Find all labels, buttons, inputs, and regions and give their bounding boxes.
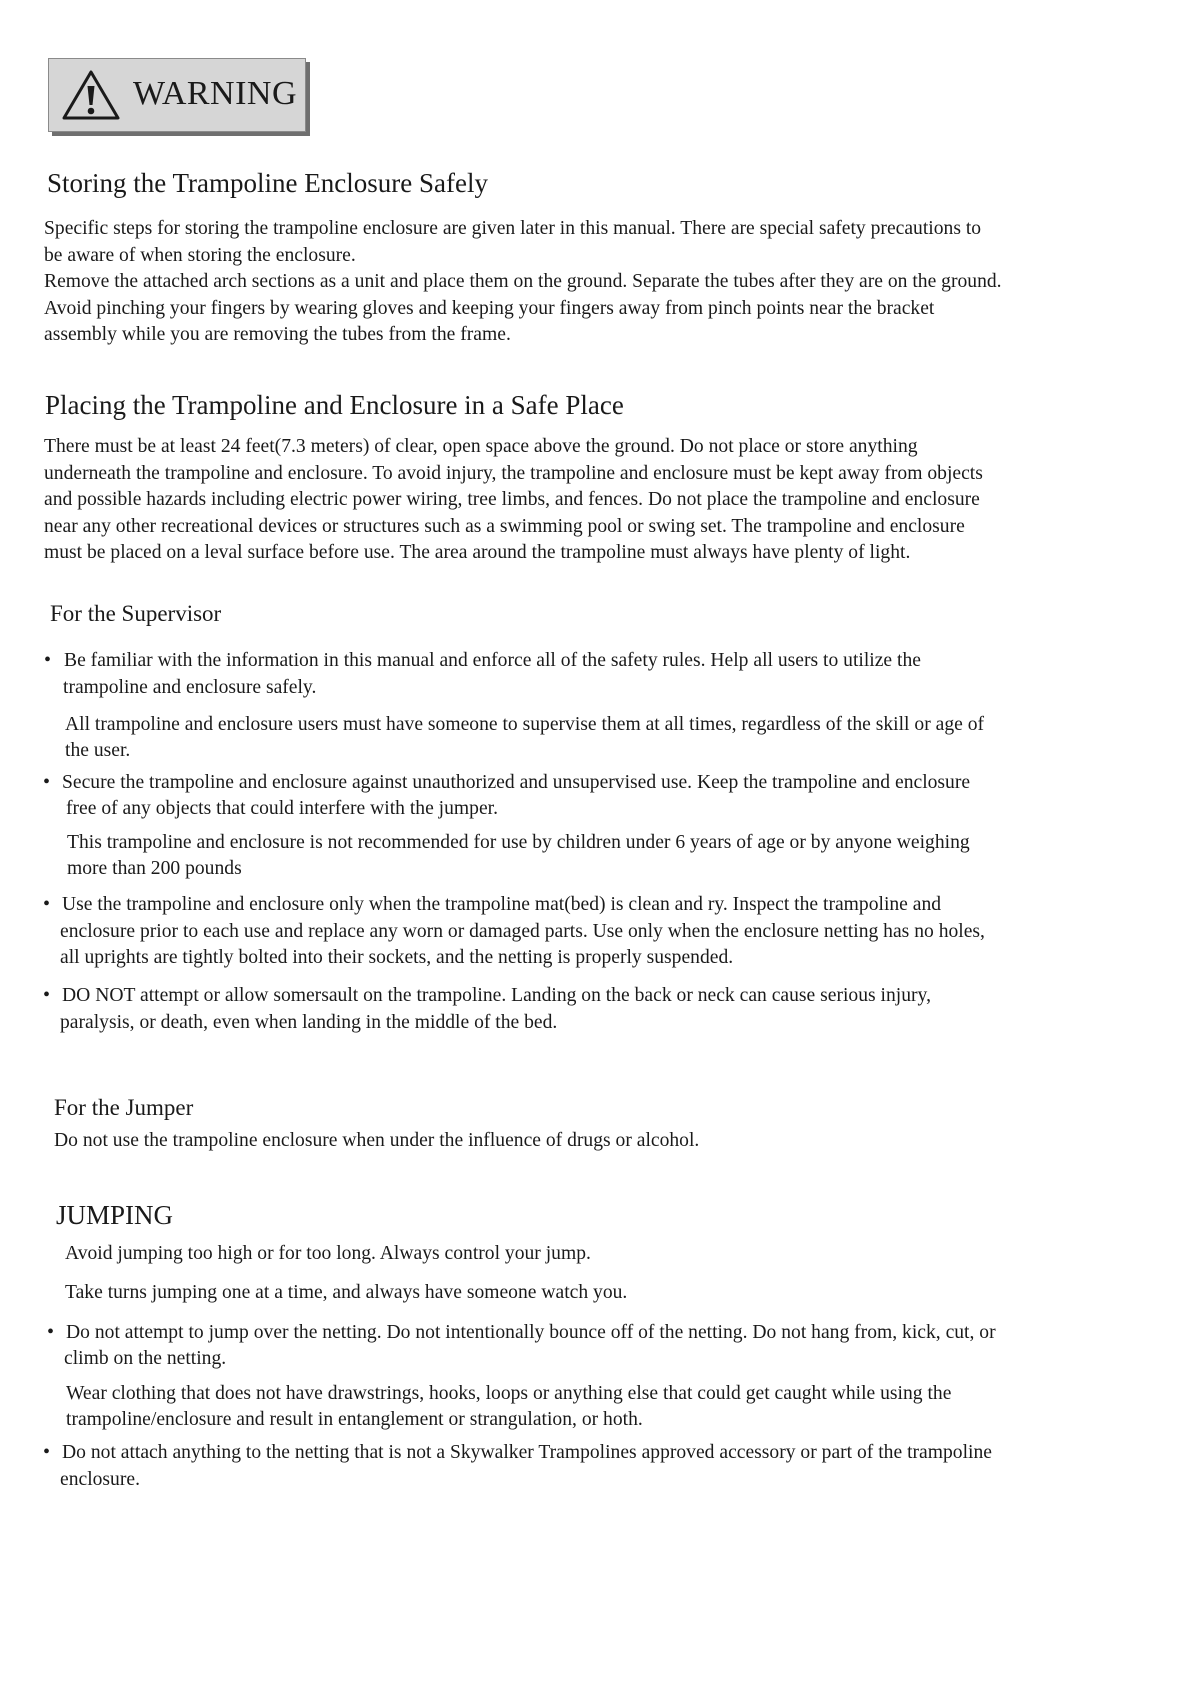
warning-triangle-icon <box>61 69 121 121</box>
supervisor-p2-line-2: more than 200 pounds <box>67 858 242 879</box>
jumping-b2-line-1: Do not attach anything to the netting that is not a Skywalker Trampolines approved accessory or part of the trampoline <box>62 1442 992 1463</box>
supervisor-b4-line-1: DO NOT attempt or allow somersault on the trampoline. Landing on the back or neck can cause serious injury, <box>62 985 931 1006</box>
warning-label: WARNING <box>133 75 298 112</box>
jumping-p3-line-1: Wear clothing that does not have drawstrings, hooks, loops or anything else that could get caught while using the <box>66 1383 952 1404</box>
jumping-b2-line-2: enclosure. <box>60 1469 140 1490</box>
storing-line-2: be aware of when storing the enclosure. <box>44 245 356 266</box>
jumper-text: Do not use the trampoline enclosure when under the influence of drugs or alcohol. <box>54 1130 700 1151</box>
storing-heading: Storing the Trampoline Enclosure Safely <box>47 168 488 198</box>
bullet-marker: • <box>44 649 52 671</box>
storing-line-1: Specific steps for storing the trampoline enclosure are given later in this manual. There are special safety precautions to <box>44 218 982 239</box>
bullet-marker: • <box>43 1441 51 1463</box>
bullet-marker: • <box>43 984 51 1006</box>
jumping-heading: JUMPING <box>56 1200 174 1230</box>
storing-line-3: Remove the attached arch sections as a unit and place them on the ground. Separate the tubes after they are on the ground. <box>44 271 1002 292</box>
placing-line-1: There must be at least 24 feet(7.3 meters) of clear, open space above the ground. Do not place or store anything <box>44 436 918 457</box>
jumping-p1: Avoid jumping too high or for too long. Always control your jump. <box>65 1243 591 1264</box>
bullet-marker: • <box>47 1321 55 1343</box>
jumper-heading: For the Jumper <box>54 1095 194 1120</box>
supervisor-b3-line-2: enclosure prior to each use and replace any worn or damaged parts. Use only when the enclosure netting has no holes, <box>60 921 985 942</box>
bullet-marker: • <box>43 893 51 915</box>
jumping-b1-line-2: climb on the netting. <box>64 1348 227 1369</box>
supervisor-b2-line-1: Secure the trampoline and enclosure against unauthorized and unsupervised use. Keep the trampoline and enclosure <box>62 772 971 793</box>
supervisor-b1-line-2: trampoline and enclosure safely. <box>63 677 317 698</box>
placing-line-4: near any other recreational devices or structures such as a swimming pool or swing set. The trampoline and enclosure <box>44 516 965 537</box>
placing-line-5: must be placed on a leval surface before use. The area around the trampoline must always have plenty of light. <box>44 542 911 563</box>
supervisor-p1-line-1: All trampoline and enclosure users must have someone to supervise them at all times, regardless of the skill or age of <box>65 714 985 735</box>
supervisor-heading: For the Supervisor <box>50 601 222 626</box>
warning-banner <box>48 58 306 132</box>
supervisor-b2-line-2: free of any objects that could interfere with the jumper. <box>66 798 498 819</box>
supervisor-p1-line-2: the user. <box>65 740 131 761</box>
supervisor-b3-line-1: Use the trampoline and enclosure only when the trampoline mat(bed) is clean and ry. Inspect the trampoline and <box>62 894 942 915</box>
jumping-p2: Take turns jumping one at a time, and always have someone watch you. <box>65 1282 628 1303</box>
jumping-b1-line-1: Do not attempt to jump over the netting. Do not intentionally bounce off of the netting. Do not hang from, kick, cut, or <box>66 1322 996 1343</box>
storing-line-5: assembly while you are removing the tubes from the frame. <box>44 324 511 345</box>
placing-heading: Placing the Trampoline and Enclosure in a Safe Place <box>45 390 624 420</box>
bullet-marker: • <box>43 771 51 793</box>
placing-line-3: and possible hazards including electric power wiring, tree limbs, and fences. Do not place the trampoline and enclosure <box>44 489 980 510</box>
jumping-p3-line-2: trampoline/enclosure and result in entanglement or strangulation, or hoth. <box>66 1409 643 1430</box>
supervisor-b4-line-2: paralysis, or death, even when landing in the middle of the bed. <box>60 1012 558 1033</box>
supervisor-b1-line-1: Be familiar with the information in this manual and enforce all of the safety rules. Help all users to utilize the <box>64 650 921 671</box>
supervisor-b3-line-3: all uprights are tightly bolted into their sockets, and the netting is properly suspended. <box>60 947 734 968</box>
storing-line-4: Avoid pinching your fingers by wearing gloves and keeping your fingers away from pinch points near the bracket <box>44 298 935 319</box>
placing-line-2: underneath the trampoline and enclosure. To avoid injury, the trampoline and enclosure must be kept away from objects <box>44 463 983 484</box>
supervisor-p2-line-1: This trampoline and enclosure is not recommended for use by children under 6 years of age or by anyone weighing <box>67 832 970 853</box>
